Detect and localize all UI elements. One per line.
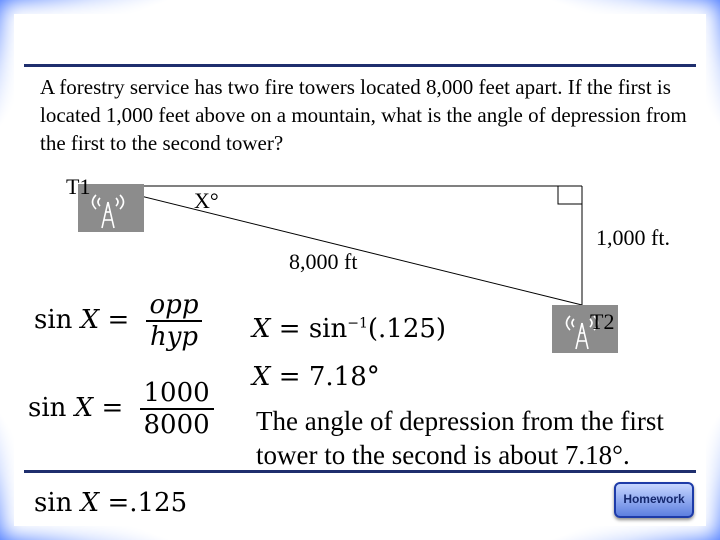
line-of-sight <box>100 186 582 305</box>
equation-result: X = 7.18° <box>252 362 380 392</box>
height-label: 1,000 ft. <box>596 225 670 250</box>
equation-inverse: $X = \sin^{-1}(.125)$ <box>252 314 447 344</box>
equation-sin-ratio: sin X = $\frac{\text{opp}}{\text{hyp}}$ <box>34 290 202 352</box>
t1-label: T1 <box>66 174 91 199</box>
homework-button[interactable]: Homework <box>614 482 694 518</box>
problem-text: A forestry service has two fire towers located 8,000 feet apart. If the first is located 1,000 feet above on a mountain, what is the angle of depression from the first to the second tower? <box>40 75 687 155</box>
t2-label: T2 <box>590 309 615 334</box>
hypotenuse-label: 8,000 ft <box>289 249 358 274</box>
right-angle-marker <box>558 186 582 204</box>
conclusion-text: The angle of depression from the first tower to the second is about 7.18°. <box>256 406 664 470</box>
equation-sin-values: sin X = $\frac{1000}{8000}$ <box>28 378 214 440</box>
angle-label: X° <box>194 188 219 213</box>
equation-sin-decimal: sin X =.125 <box>34 488 188 518</box>
